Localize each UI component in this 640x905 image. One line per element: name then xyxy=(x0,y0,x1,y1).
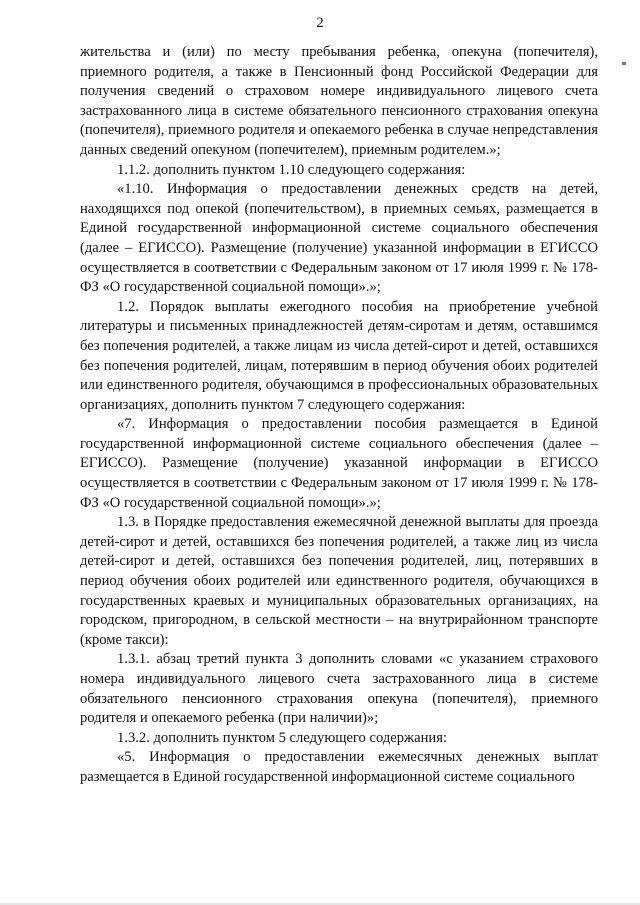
paragraph-1-3: 1.3. в Порядке предоставления ежемесячной денежной выплаты для проезда детей-сирот и детей, оставшихся без попечения родителей, а также лиц из числа детей-сирот и детей, оставшихся без попечения родителей, лиц, потерявших в период обучения обоих родителей или единственного родителя, обучающихся в государственных краевых и муниципальных образовательных организациях, на городском, пригородном, в сельской местности – на внутрирайонном транспорте (кроме такси): xyxy=(80,514,598,648)
scan-margin-mark xyxy=(622,62,626,65)
paragraph-quote-5: «5. Информация о предоставлении ежемесячных денежных выплат размещается в Единой государственной информационной системе социального xyxy=(80,749,598,785)
paragraph-quote-7: «7. Информация о предоставлении пособия размещается в Единой государственной информационной системе социального обеспечения (далее – ЕГИССО). Размещение (получение) указанной информации в ЕГИССО осуществляется в соответствии с Федеральным законом от 17 июля 1999 г. № 178-ФЗ «О государственной социальной помощи».»; xyxy=(80,416,598,511)
paragraph-1-3-1: 1.3.1. абзац третий пункта 3 дополнить словами «с указанием страхового номера индивидуального лицевого счета застрахованного лица в системе обязательного пенсионного страхования опекуна (попечителя), приемного родителя и опекаемого ребенка (при наличии)»; xyxy=(80,651,598,727)
paragraph-1-2: 1.2. Порядок выплаты ежегодного пособия на приобретение учебной литературы и письменных принадлежностей детям-сиротам и детям, оставшимся без попечения родителей, а также лицам из числа детей-сирот и детей, оставшихся без попечения родителей, лицам, потерявшим в период обучения обоих родителей или единственного родителя, обучающимся в профессиональных образовательных организациях, дополнить пунктом 7 следующего содержания: xyxy=(80,298,598,413)
document-body xyxy=(80,43,598,788)
page-number: 2 xyxy=(316,15,324,31)
paragraph-quote-1-10: «1.10. Информация о предоставлении денежных средств на детей, находящихся под опекой (попечительством), в приемных семьях, размещается в Единой государственной информационной системе социального обеспечения (далее – ЕГИССО). Размещение (получение) указанной информации в ЕГИССО осуществляется в соответствии с Федеральным законом от 17 июля 1999 г. № 178-ФЗ «О государственной социальной помощи».»; xyxy=(80,181,598,296)
paragraph-continuation: жительства и (или) по месту пребывания ребенка, опекуна (попечителя), приемного родителя, а также в Пенсионный фонд Российской Федерации для получения сведений о страховом номере индивидуального лицевого счета застрахованного лица в системе обязательного пенсионного страхования опекуна (попечителя), приемного родителя и опекаемого ребенка в случае непредставления данных сведений опекуном (попечителем), приемным родителем.»; xyxy=(80,44,598,158)
paragraph-1-3-2: 1.3.2. дополнить пунктом 5 следующего содержания: xyxy=(117,729,448,746)
paragraph-1-1-2: 1.1.2. дополнить пунктом 1.10 следующего содержания: xyxy=(117,161,466,178)
